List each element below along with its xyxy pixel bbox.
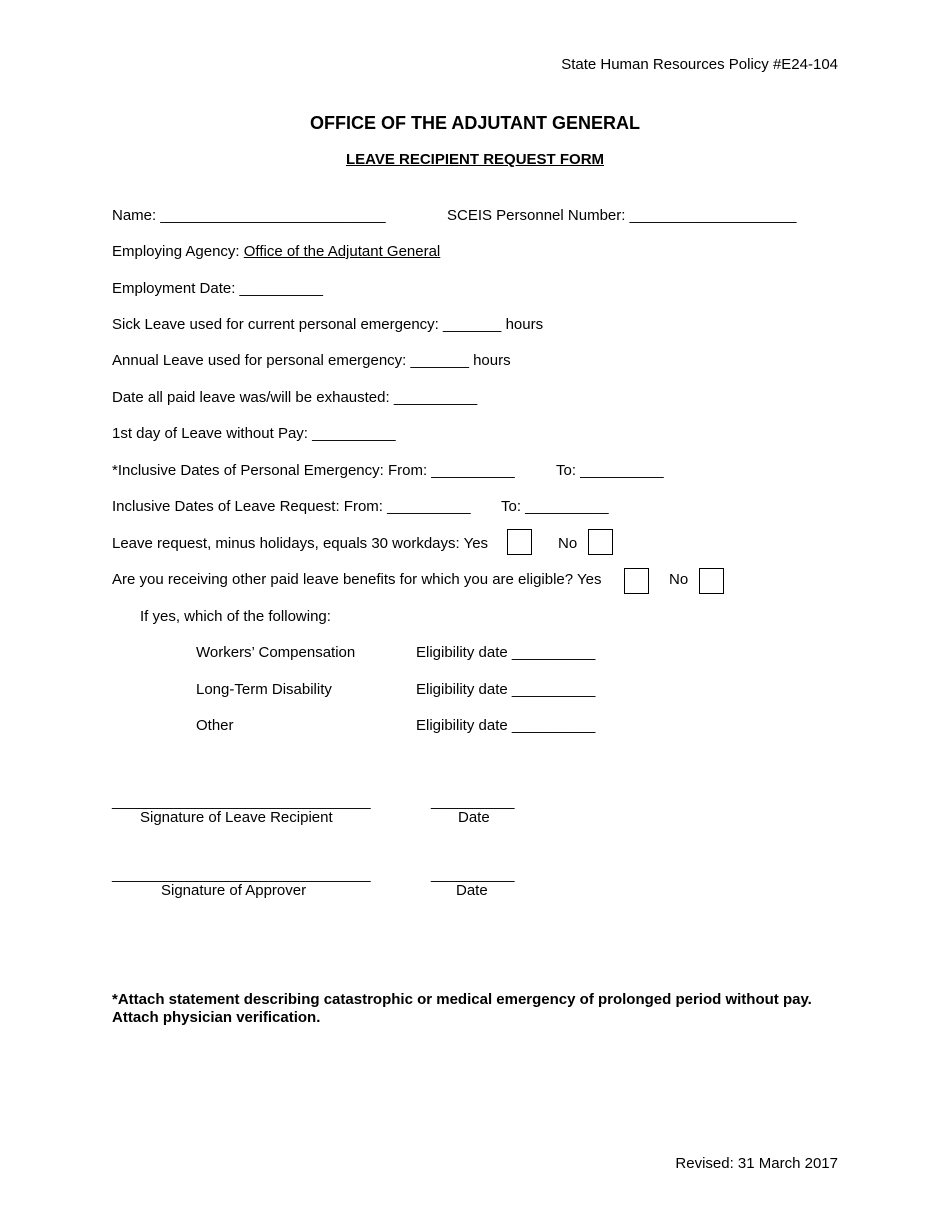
benefit-type-other: Other <box>196 717 234 734</box>
attachment-note-line2: Attach physician verification. <box>112 1009 321 1026</box>
benefit-type-workers-comp: Workers’ Compensation <box>196 644 356 661</box>
emergency-from-field[interactable]: *Inclusive Dates of Personal Emergency: From: __________ <box>112 462 515 479</box>
personnel-number-field[interactable]: SCEIS Personnel Number: ____________________ <box>447 207 797 224</box>
if-yes-label: If yes, which of the following: <box>140 608 331 625</box>
sick-leave-field[interactable]: Sick Leave used for current personal emergency: _______ hours <box>112 316 544 333</box>
annual-leave-field[interactable]: Annual Leave used for personal emergency: _______ hours <box>112 352 511 369</box>
approver-signature-label: Signature of Approver <box>161 882 307 899</box>
eligibility-date-field[interactable]: Eligibility date __________ <box>416 644 596 661</box>
agency-label: Employing Agency: <box>112 243 244 260</box>
request-from-field[interactable]: Inclusive Dates of Leave Request: From: __________ <box>112 498 471 515</box>
benefits-question: Are you receiving other paid leave benefits for which you are eligible? Yes <box>112 571 602 588</box>
name-field[interactable]: Name: ___________________________ <box>112 207 386 224</box>
form-title: LEAVE RECIPIENT REQUEST FORM <box>345 151 605 168</box>
eligibility-date-field[interactable]: Eligibility date __________ <box>416 717 596 734</box>
employing-agency-field <box>112 243 440 261</box>
benefits-no-label: No <box>669 571 689 588</box>
attachment-note-line1: *Attach statement describing catastrophic or medical emergency of prolonged period without pay. <box>112 991 812 1008</box>
workdays-question: Leave request, minus holidays, equals 30 workdays: Yes <box>112 535 489 552</box>
recipient-date-line[interactable]: __________ <box>431 793 515 810</box>
leave-exhausted-date-field[interactable]: Date all paid leave was/will be exhausted: __________ <box>112 389 478 406</box>
benefit-type-ltd: Long-Term Disability <box>196 681 332 698</box>
agency-value: Office of the Adjutant General <box>243 243 441 260</box>
page-title: OFFICE OF THE ADJUTANT GENERAL <box>310 113 640 133</box>
workdays-yes-checkbox[interactable] <box>507 529 532 555</box>
emergency-to-field[interactable]: To: __________ <box>556 462 664 479</box>
recipient-signature-label: Signature of Leave Recipient <box>140 809 333 826</box>
request-to-field[interactable]: To: __________ <box>501 498 609 515</box>
benefits-yes-checkbox[interactable] <box>624 568 649 594</box>
approver-date-label: Date <box>456 882 488 899</box>
first-day-without-pay-field[interactable]: 1st day of Leave without Pay: __________ <box>112 425 396 442</box>
policy-number: State Human Resources Policy #E24-104 <box>561 56 838 73</box>
workdays-no-checkbox[interactable] <box>588 529 613 555</box>
benefits-no-checkbox[interactable] <box>699 568 724 594</box>
employment-date-field[interactable]: Employment Date: __________ <box>112 280 323 297</box>
workdays-no-label: No <box>558 535 578 552</box>
recipient-date-label: Date <box>458 809 490 826</box>
approver-date-line[interactable]: __________ <box>431 866 515 883</box>
eligibility-date-field[interactable]: Eligibility date __________ <box>416 681 596 698</box>
recipient-signature-line[interactable]: _______________________________ <box>112 793 371 810</box>
revised-date: Revised: 31 March 2017 <box>675 1155 838 1172</box>
approver-signature-line[interactable]: _______________________________ <box>112 866 371 883</box>
